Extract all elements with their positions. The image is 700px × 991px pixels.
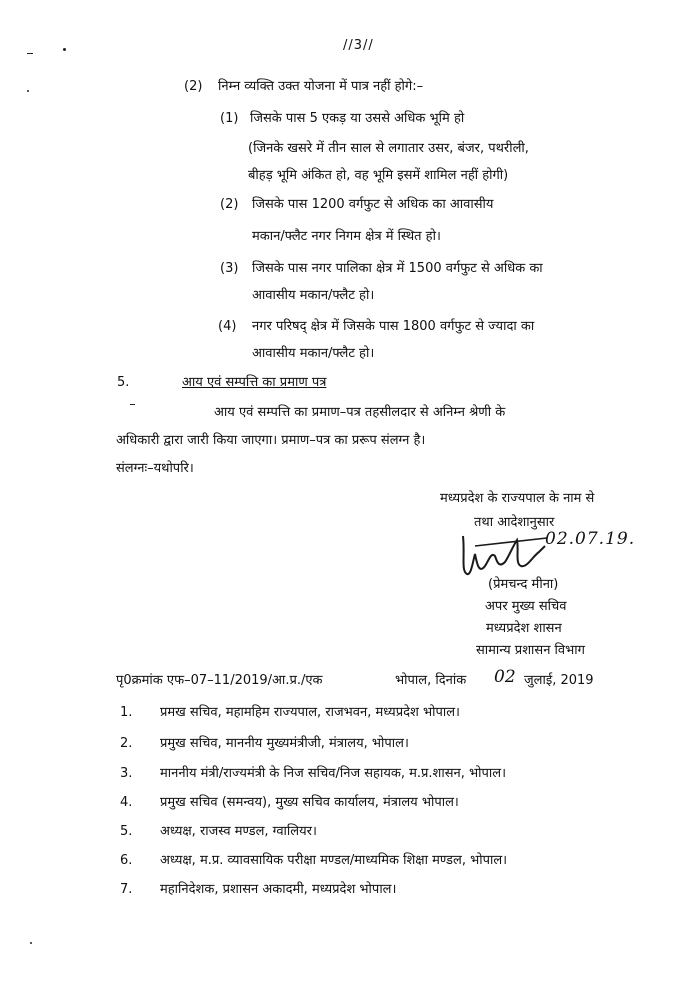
paragraph-line: अधिकारी द्वारा जारी किया जाएगा। प्रमाण–पत्र का प्ररूप संलग्न है। xyxy=(116,433,426,448)
distribution-number: 6. xyxy=(120,853,133,868)
scan-mark xyxy=(30,942,32,944)
list-item-number: (4) xyxy=(218,319,237,334)
signatory-designation: अपर मुख्य सचिव xyxy=(485,599,567,614)
signature-date: 02.07.19. xyxy=(545,529,636,549)
endorsement-ref: पृ0क्रमांक एफ–07–11/2019/आ.प्र./एक xyxy=(116,673,323,688)
distribution-number: 2. xyxy=(120,736,133,751)
list-item-line: नगर परिषद् क्षेत्र में जिसके पास 1800 वर्गफुट से ज्यादा का xyxy=(252,319,535,334)
list-item-line: आवासीय मकान/फ्लैट हो। xyxy=(252,288,375,303)
list-item-line: बीहड़ भूमि अंकित हो, वह भूमि इसमें शामिल नहीं होगी) xyxy=(248,168,509,183)
scan-mark xyxy=(27,90,29,92)
distribution-item: प्रमुख सचिव (समन्वय), मुख्य सचिव कार्यालय, मंत्रालय भोपाल। xyxy=(160,795,459,810)
list-item-line: जिसके पास 1200 वर्गफुट से अधिक का आवासीय xyxy=(252,197,494,212)
distribution-item: अध्यक्ष, म.प्र. व्यावसायिक परीक्षा मण्डल/माध्यमिक शिक्षा मण्डल, भोपाल। xyxy=(160,853,508,868)
distribution-item: माननीय मंत्री/राज्यमंत्री के निज सचिव/निज सहायक, म.प्र.शासन, भोपाल। xyxy=(160,766,507,781)
enclosure-note: संलग्नः–यथोपरि। xyxy=(116,461,194,476)
signatory-office: मध्यप्रदेश शासन xyxy=(486,621,562,636)
distribution-number: 3. xyxy=(120,766,133,781)
list-item-line: जिसके पास नगर पालिका क्षेत्र में 1500 वर्गफुट से अधिक का xyxy=(252,261,543,276)
list-item-line: जिसके पास 5 एकड़ या उससे अधिक भूमि हो xyxy=(250,111,465,126)
scan-mark xyxy=(63,48,66,51)
scan-mark xyxy=(27,53,33,54)
section-heading: आय एवं सम्पत्ति का प्रमाण पत्र xyxy=(182,375,327,390)
section-number: 5. xyxy=(117,375,130,390)
authority-line: तथा आदेशानुसार xyxy=(474,515,555,530)
authority-line: मध्यप्रदेश के राज्यपाल के नाम से xyxy=(440,491,595,506)
scan-mark xyxy=(130,404,135,405)
clause-number: (2) xyxy=(184,79,203,94)
list-item-line: मकान/फ्लैट नगर निगम क्षेत्र में स्थित हो। xyxy=(252,229,441,244)
distribution-number: 1. xyxy=(120,705,133,720)
signatory-department: सामान्य प्रशासन विभाग xyxy=(476,643,585,658)
distribution-number: 4. xyxy=(120,795,133,810)
distribution-number: 7. xyxy=(120,882,133,897)
list-item-line: आवासीय मकान/फ्लैट हो। xyxy=(252,346,375,361)
endorsement-place-date: भोपाल, दिनांक xyxy=(395,673,467,688)
page-number: //3// xyxy=(343,38,374,53)
list-item-number: (3) xyxy=(220,261,239,276)
endorsement-date-month: जुलाई, 2019 xyxy=(524,673,594,688)
list-item-number: (1) xyxy=(220,111,239,126)
distribution-number: 5. xyxy=(120,824,133,839)
clause-text: निम्न व्यक्ति उक्त योजना में पात्र नहीं होगे:– xyxy=(218,79,424,94)
distribution-item: प्रमुख सचिव, माननीय मुख्यमंत्रीजी, मंत्रालय, भोपाल। xyxy=(160,736,409,751)
endorsement-date-day: 02 xyxy=(494,667,516,687)
paragraph-line: आय एवं सम्पत्ति का प्रमाण–पत्र तहसीलदार से अनिम्न श्रेणी के xyxy=(214,405,506,420)
distribution-item: प्रमख सचिव, महामहिम राज्यपाल, राजभवन, मध्यप्रदेश भोपाल। xyxy=(160,705,460,720)
list-item-line: (जिनके खसरे में तीन साल से लगातार उसर, बंजर, पथरीली, xyxy=(248,141,529,156)
distribution-item: अध्यक्ष, राजस्व मण्डल, ग्वालियर। xyxy=(160,824,317,839)
signatory-name: (प्रेमचन्द मीना) xyxy=(488,577,559,592)
distribution-item: महानिदेशक, प्रशासन अकादमी, मध्यप्रदेश भोपाल। xyxy=(160,882,397,897)
list-item-number: (2) xyxy=(220,197,239,212)
